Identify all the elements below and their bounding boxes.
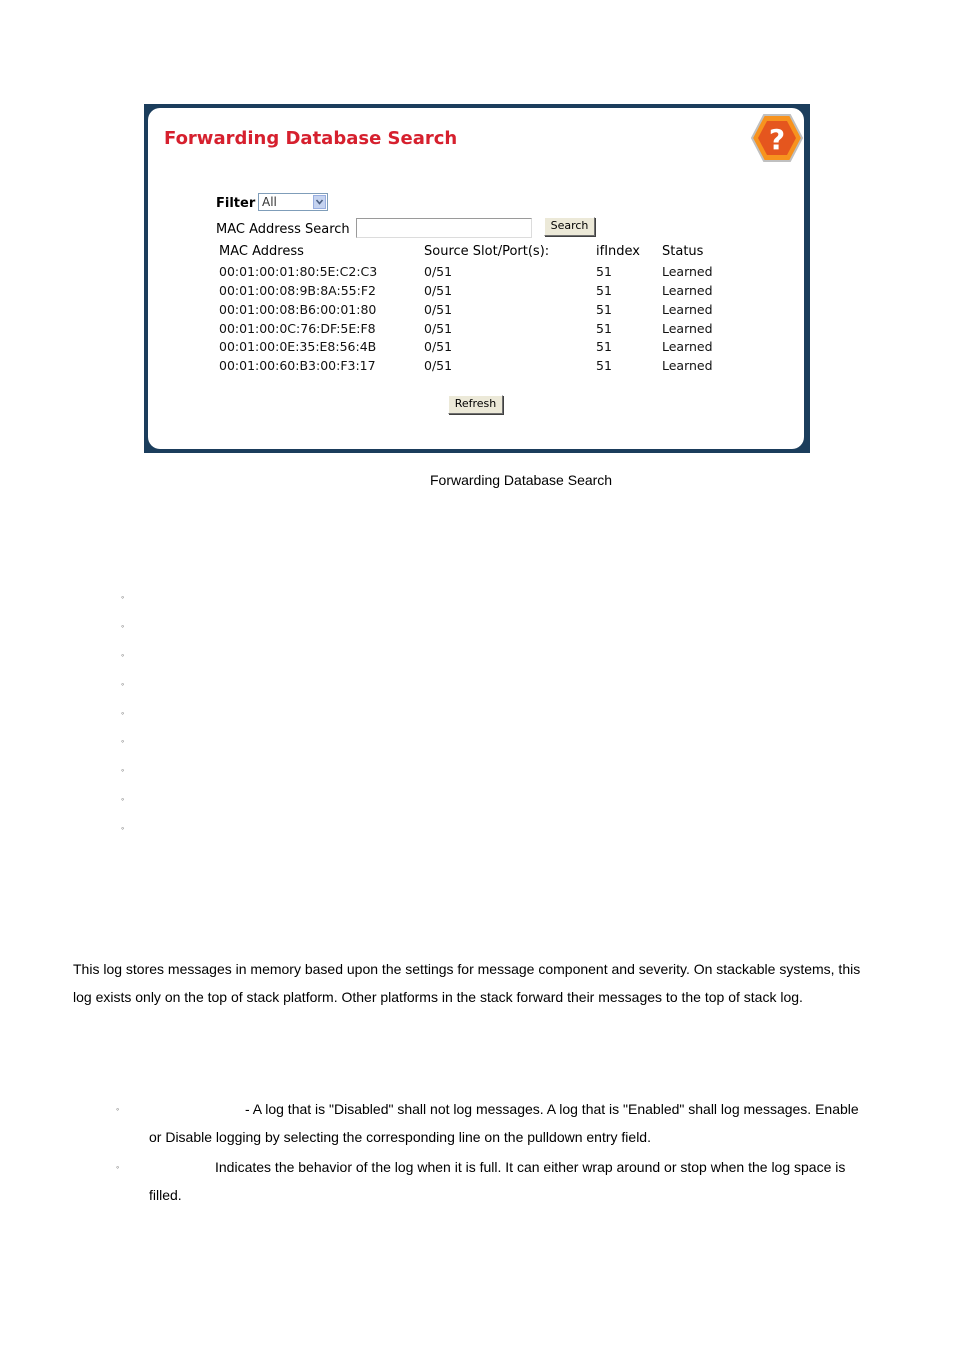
column-header-source-slot-port: Source Slot/Port(s): (424, 244, 550, 259)
list-item-text: filled. (149, 1187, 182, 1203)
list-item: ◦ (121, 621, 125, 631)
list-item: ◦ (121, 794, 125, 804)
cell-status: Learned (662, 358, 713, 373)
cell-status: Learned (662, 302, 713, 317)
paragraph-line: log exists only on the top of stack platform. Other platforms in the stack forward their messages to the top of stack log. (73, 989, 803, 1005)
cell-status: Learned (662, 321, 713, 336)
cell-source-port: 0/51 (424, 321, 453, 336)
list-item: ◦ (121, 708, 125, 718)
list-item-text: or Disable logging by selecting the corresponding line on the pulldown entry field. (149, 1129, 651, 1145)
cell-ifindex: 51 (596, 283, 612, 298)
chevron-down-icon[interactable] (313, 195, 326, 209)
cell-status: Learned (662, 339, 713, 354)
forwarding-database-panel (144, 104, 810, 453)
log-description-paragraph (73, 955, 860, 1011)
cell-ifindex: 51 (596, 264, 612, 279)
refresh-button[interactable]: Refresh (448, 395, 503, 414)
cell-source-port: 0/51 (424, 283, 453, 298)
cell-mac-address: 00:01:00:60:B3:00:F3:17 (219, 358, 376, 373)
cell-status: Learned (662, 283, 713, 298)
cell-mac-address: 00:01:00:08:9B:8A:55:F2 (219, 283, 376, 298)
panel-content (148, 108, 804, 449)
page-title: Forwarding Database Search (164, 128, 458, 149)
cell-source-port: 0/51 (424, 264, 453, 279)
list-item: ◦ (121, 823, 125, 833)
column-header-ifindex: ifIndex (596, 244, 640, 259)
list-item: ◦ (121, 679, 125, 689)
list-item-bullet: ◦ (116, 1162, 120, 1172)
list-item-text: - A log that is "Disabled" shall not log messages. A log that is "Enabled" shall log messages. Enable (245, 1101, 859, 1117)
cell-ifindex: 51 (596, 358, 612, 373)
cell-mac-address: 00:01:00:01:80:5E:C2:C3 (219, 264, 378, 279)
cell-ifindex: 51 (596, 339, 612, 354)
cell-mac-address: 00:01:00:0E:35:E8:56:4B (219, 339, 377, 354)
list-item: ◦ (121, 650, 125, 660)
filter-label: Filter (216, 196, 256, 211)
column-header-mac-address: MAC Address (219, 244, 304, 259)
mac-search-input[interactable] (356, 218, 532, 238)
cell-status: Learned (662, 264, 713, 279)
list-item-bullet: ◦ (116, 1104, 120, 1114)
svg-text:?: ? (768, 123, 786, 156)
list-item: ◦ (121, 765, 125, 775)
figure-caption: Forwarding Database Search (430, 472, 613, 488)
filter-select[interactable] (258, 193, 328, 211)
cell-mac-address: 00:01:00:08:B6:00:01:80 (219, 302, 377, 317)
cell-source-port: 0/51 (424, 358, 453, 373)
list-item: ◦ (121, 736, 125, 746)
filter-selected-value: All (262, 195, 277, 209)
search-button[interactable]: Search (544, 217, 595, 236)
question-mark-icon[interactable] (750, 113, 804, 163)
cell-source-port: 0/51 (424, 302, 453, 317)
list-item-text: Indicates the behavior of the log when it is full. It can either wrap around or stop when the log space is (215, 1159, 846, 1175)
column-header-status: Status (662, 244, 704, 259)
list-item: ◦ (121, 592, 125, 602)
paragraph-line: This log stores messages in memory based upon the settings for message component and severity. On stackable systems, this (73, 961, 861, 977)
cell-mac-address: 00:01:00:0C:76:DF:5E:F8 (219, 321, 376, 336)
cell-ifindex: 51 (596, 321, 612, 336)
cell-ifindex: 51 (596, 302, 612, 317)
cell-source-port: 0/51 (424, 339, 453, 354)
mac-search-label: MAC Address Search (216, 222, 350, 237)
